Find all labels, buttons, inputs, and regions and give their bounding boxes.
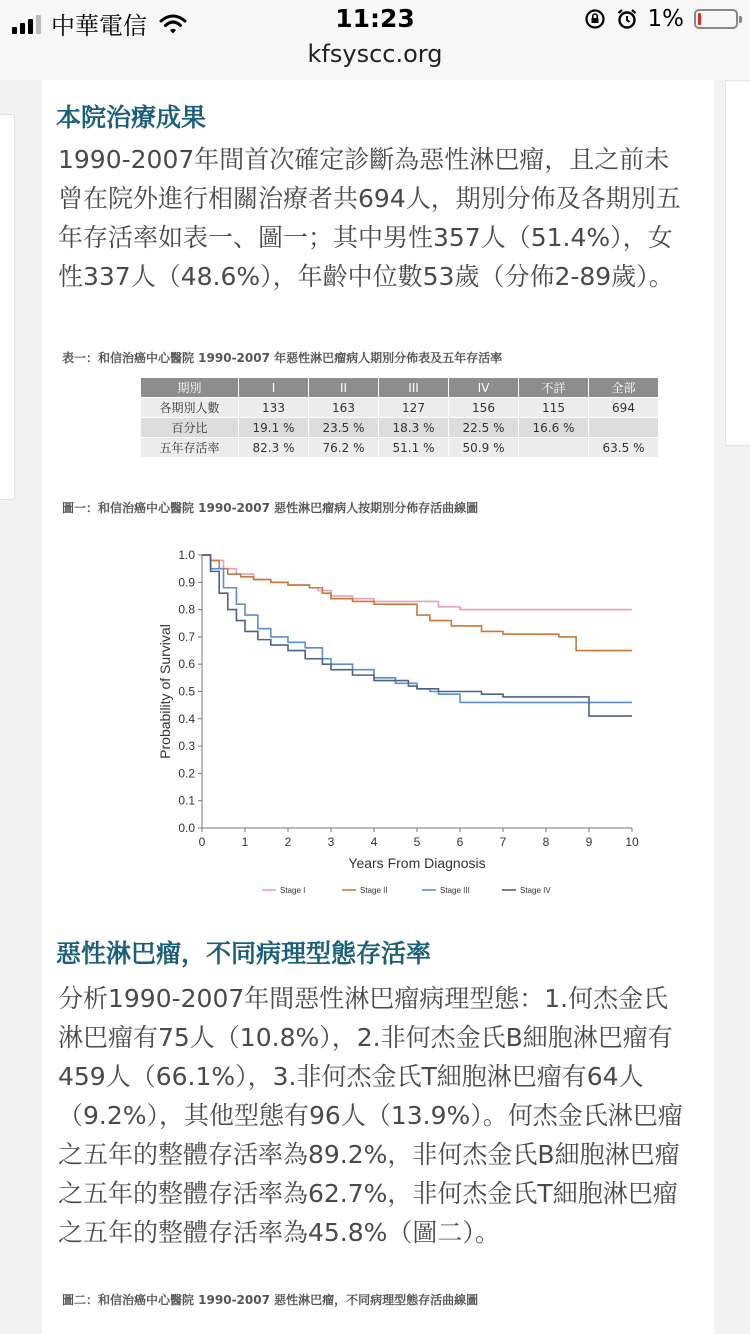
table-cell: 23.5 %	[309, 418, 379, 438]
y-tick-label: 0.3	[178, 739, 195, 754]
series-line-stage-iii	[202, 555, 632, 702]
table-cell: 63.5 %	[589, 438, 659, 458]
series-line-stage-i	[202, 555, 632, 610]
x-tick-label: 1	[241, 835, 249, 849]
article-content	[42, 80, 714, 1334]
x-tick-label: 4	[370, 835, 378, 849]
section-paragraph-results: 1990-2007年間首次確定診斷為惡性淋巴瘤，且之前未曾在院外進行相關治療者共694人，期別分佈及各期別五年存活率如表一、圖一；其中男性357人（51.4%），女性337人（48.6%），年齡中位數53歲（分佈2-89歲）。	[58, 145, 681, 291]
right-page-edge	[714, 80, 750, 1334]
rotation-lock-icon	[584, 8, 606, 30]
y-tick-label: 0.7	[178, 629, 195, 644]
battery-percent: 1%	[647, 6, 684, 32]
left-page-edge	[0, 80, 42, 1334]
y-tick-label: 0.1	[178, 793, 195, 808]
y-tick-label: 1.0	[178, 548, 195, 562]
y-tick-label: 0.4	[178, 711, 195, 726]
table-row	[141, 438, 659, 458]
legend-label: Stage III	[440, 886, 470, 895]
status-bar	[0, 0, 750, 81]
table-header-cell: IV	[449, 378, 519, 398]
clock: 11:23	[335, 4, 415, 33]
figure-caption: 圖二：和信治癌中心醫院 1990-2007 惡性淋巴瘤，不同病理型態存活曲線圖	[62, 1293, 479, 1307]
table-header-cell: I	[239, 378, 309, 398]
table-header-cell: II	[309, 378, 379, 398]
table-cell	[589, 418, 659, 438]
table-header-cell: 全部	[589, 378, 659, 398]
address-bar-url[interactable]: kfsyscc.org	[307, 40, 443, 68]
y-tick-label: 0.8	[178, 602, 195, 617]
x-tick-label: 2	[284, 835, 292, 849]
x-tick-label: 6	[456, 835, 464, 849]
table-cell: 133	[239, 398, 309, 418]
figure-caption: 圖一：和信治癌中心醫院 1990-2007 惡性淋巴瘤病人按期別分佈存活曲線圖	[62, 501, 479, 515]
y-tick-label: 0.2	[178, 766, 195, 781]
table-cell: 19.1 %	[239, 418, 309, 438]
carrier-name: 中華電信	[51, 12, 147, 40]
x-tick-label: 10	[625, 835, 639, 849]
table-row	[141, 398, 659, 418]
battery-icon	[694, 9, 738, 29]
table-cell: 22.5 %	[449, 418, 519, 438]
table-row	[141, 418, 659, 438]
table-header-cell: 不詳	[519, 378, 589, 398]
x-tick-label: 3	[327, 835, 335, 849]
table-cell	[519, 438, 589, 458]
y-tick-label: 0.9	[178, 575, 195, 590]
table-cell: 156	[449, 398, 519, 418]
status-icons	[584, 6, 739, 32]
y-tick-label: 0.0	[178, 821, 195, 835]
section-heading-results: 本院治療成果	[56, 103, 207, 132]
x-tick-label: 7	[499, 835, 507, 849]
x-tick-label: 0	[198, 835, 206, 849]
table-cell: 百分比	[141, 418, 239, 438]
table-cell: 76.2 %	[309, 438, 379, 458]
survival-curve-chart	[132, 540, 652, 900]
table-cell: 694	[589, 398, 659, 418]
legend-label: Stage II	[360, 886, 388, 895]
x-axis-label: Years From Diagnosis	[348, 855, 486, 871]
y-tick-label: 0.6	[178, 657, 195, 672]
section-heading-pathology: 惡性淋巴瘤，不同病理型態存活率	[56, 939, 432, 968]
table-cell: 163	[309, 398, 379, 418]
table-header-cell: III	[379, 378, 449, 398]
stage-distribution-table	[140, 377, 659, 458]
table-caption: 表一：和信治癌中心醫院 1990-2007 年惡性淋巴瘤病人期別分佈表及五年存活率	[62, 351, 503, 365]
table-cell: 五年存活率	[141, 438, 239, 458]
x-tick-label: 8	[542, 835, 550, 849]
y-tick-label: 0.5	[178, 684, 195, 699]
table-cell: 16.6 %	[519, 418, 589, 438]
table-header-row	[141, 378, 659, 398]
series-line-stage-ii	[202, 555, 632, 651]
x-tick-label: 9	[585, 835, 593, 849]
x-tick-label: 5	[413, 835, 421, 849]
table-header-cell: 期別	[141, 378, 239, 398]
y-axis-label: Probability of Survival	[157, 624, 173, 759]
table-cell: 各期別人數	[141, 398, 239, 418]
legend-label: Stage IV	[520, 886, 551, 895]
section-paragraph-pathology: 分析1990-2007年間惡性淋巴瘤病理型態：1.何杰金氏淋巴瘤有75人（10.8%），2.非何杰金氏B細胞淋巴瘤有459人（66.1%），3.非何杰金氏T細胞淋巴瘤有64人（9.2%），其他型態有96人（13.9%）。何杰金氏淋巴瘤之五年的整體存活率為89.2%，非何杰金氏B細胞淋巴瘤之五年的整體存活率為62.7%，非何杰金氏T細胞淋巴瘤之五年的整體存活率為45.8%（圖二）。	[58, 984, 683, 1247]
legend-label: Stage I	[280, 886, 306, 895]
table-cell: 127	[379, 398, 449, 418]
alarm-icon	[616, 8, 638, 30]
table-cell: 51.1 %	[379, 438, 449, 458]
table-cell: 50.9 %	[449, 438, 519, 458]
table-cell: 82.3 %	[239, 438, 309, 458]
table-cell: 18.3 %	[379, 418, 449, 438]
table-cell: 115	[519, 398, 589, 418]
